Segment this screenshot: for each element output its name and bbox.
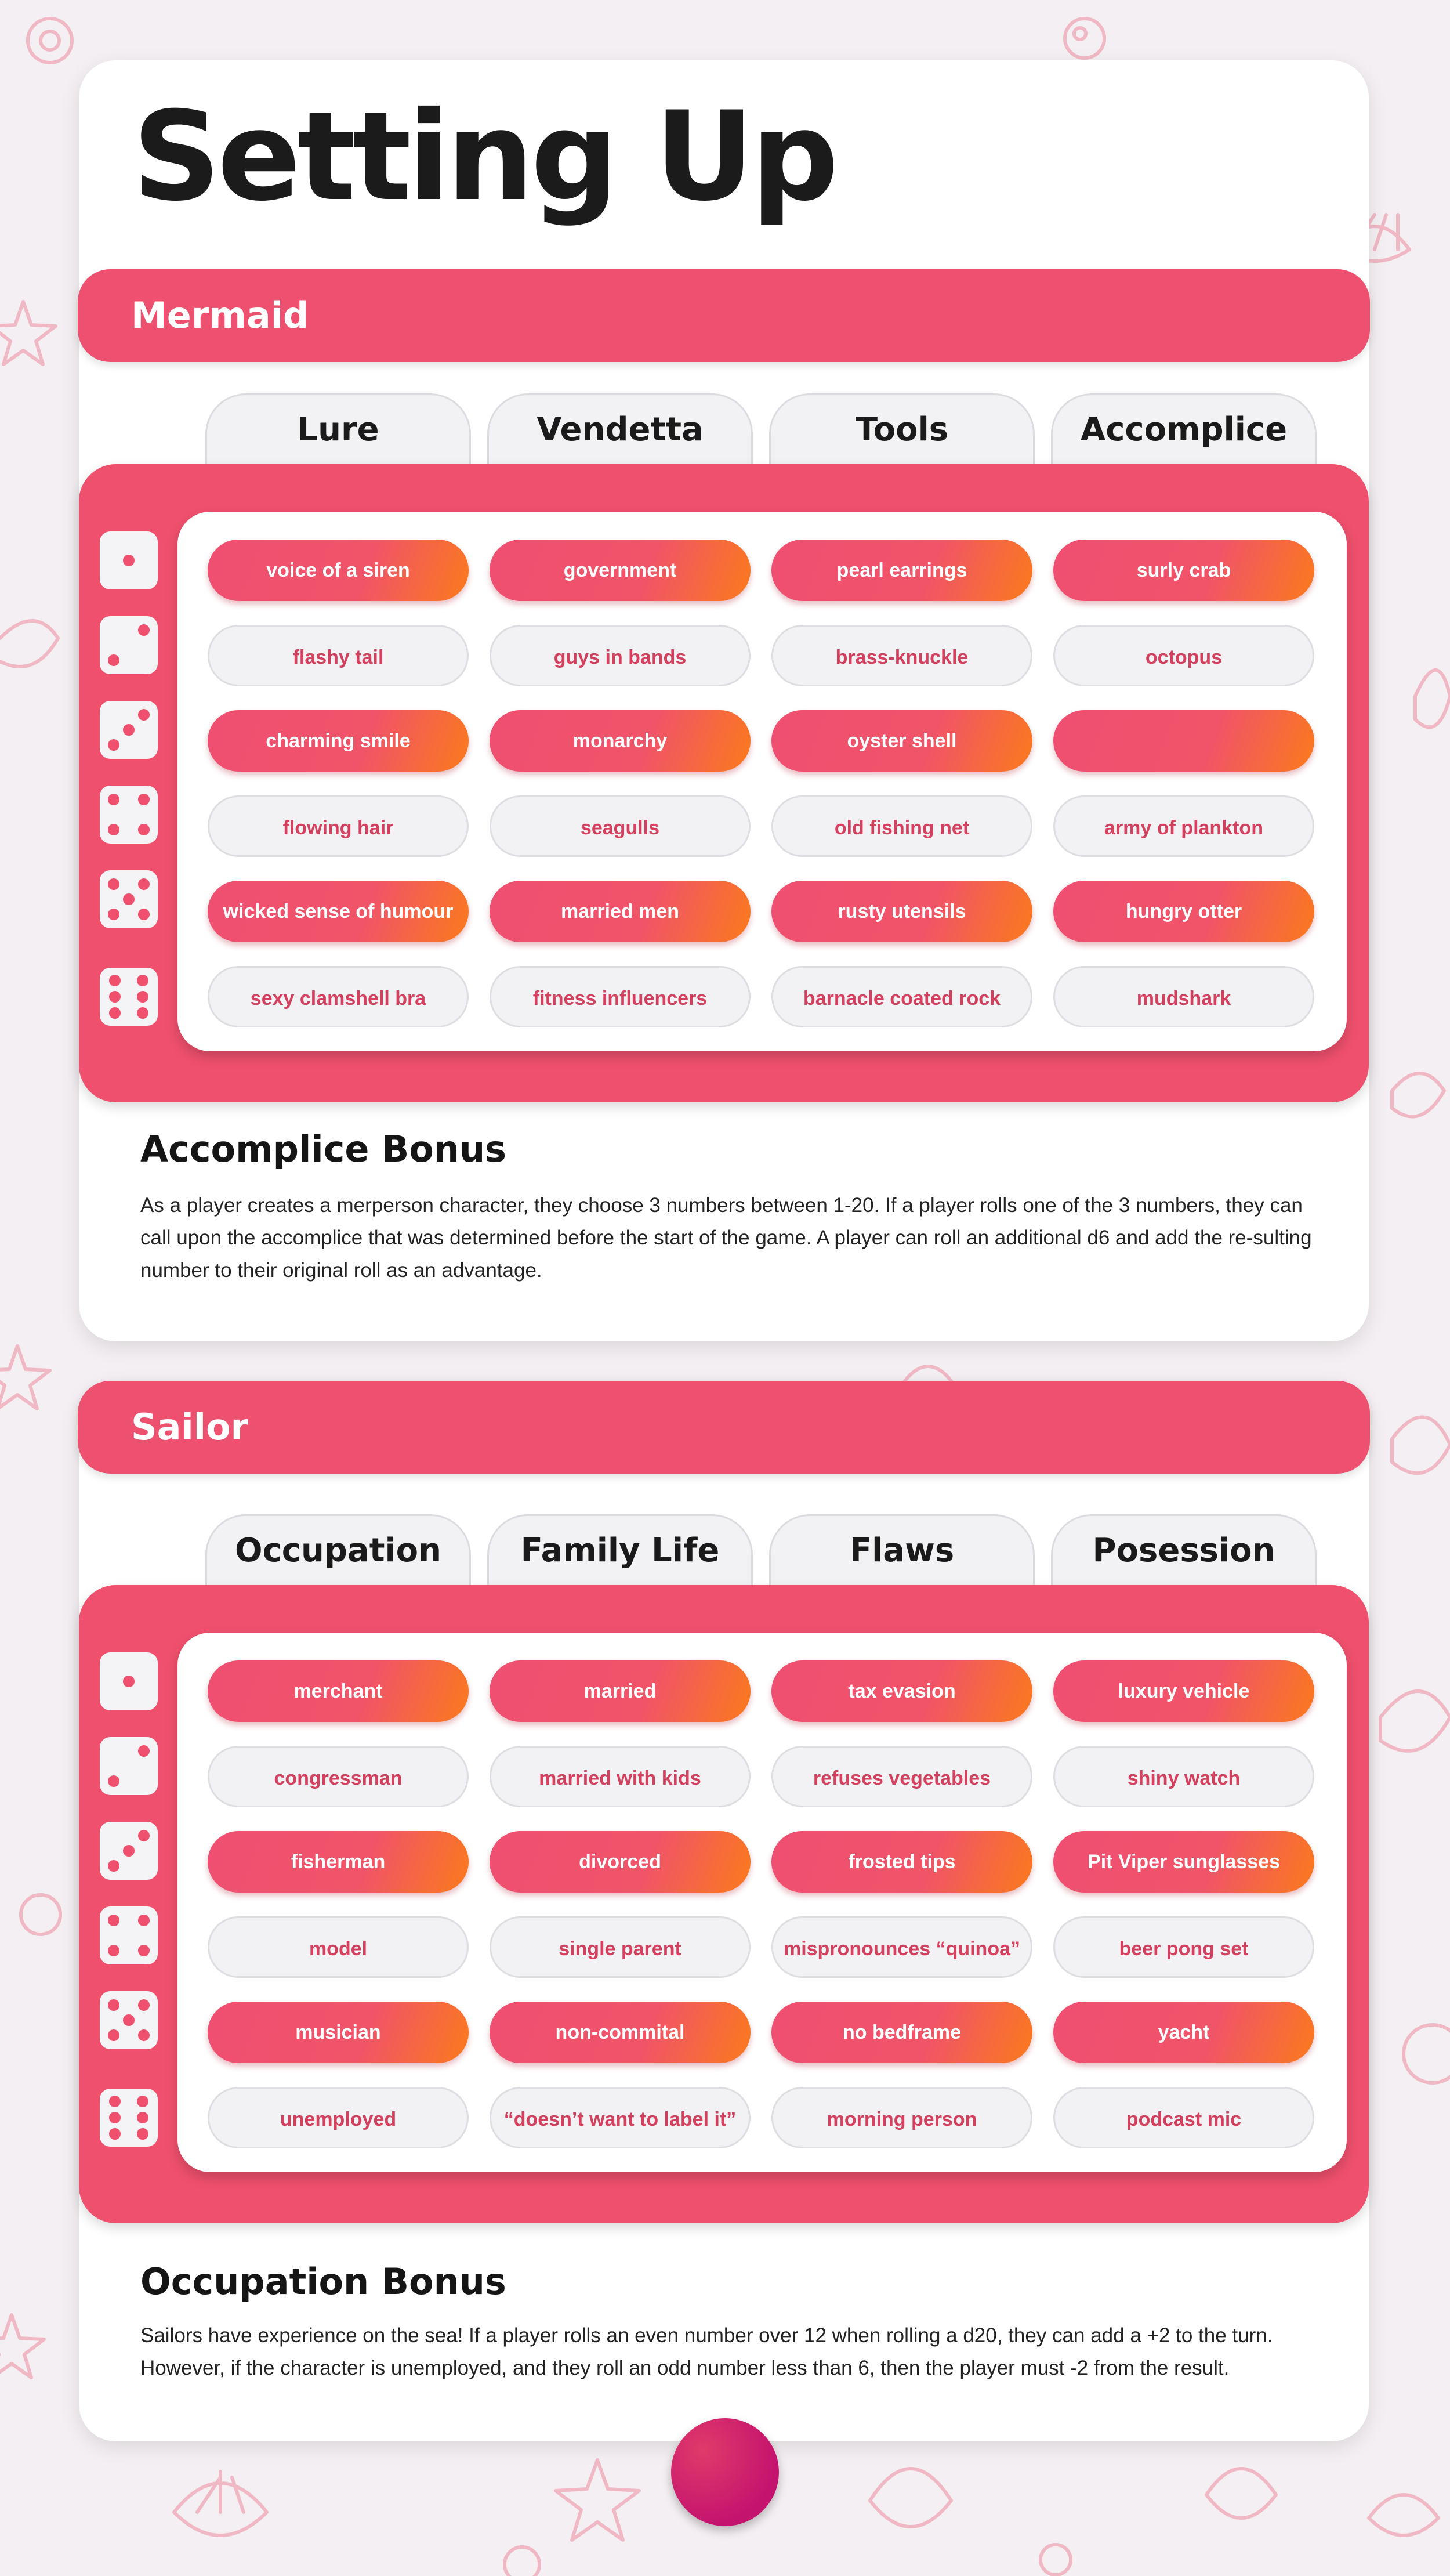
table-cell: married men	[490, 881, 751, 942]
table-cell: wicked sense of humour	[208, 881, 469, 942]
table-cell: divorced	[490, 1831, 751, 1893]
table-row	[208, 625, 1333, 686]
mermaid-roll-table	[177, 512, 1347, 1051]
table-cell: congressman	[208, 1746, 469, 1807]
die-3-icon	[99, 700, 159, 760]
column-header-occupation: Occupation	[205, 1514, 471, 1595]
table-cell: podcast mic	[1053, 2087, 1314, 2148]
sailor-roll-table	[177, 1633, 1347, 2172]
die-4-icon	[99, 1905, 159, 1966]
table-cell: barnacle coated rock	[771, 966, 1032, 1027]
table-cell: fisherman	[208, 1831, 469, 1893]
column-header-posession: Posession	[1051, 1514, 1317, 1595]
table-row	[208, 881, 1333, 942]
occupation-bonus-text: Sailors have experience on the sea! If a player rolls an even number over 12 when rolling a d20, they can add a +2 to the turn. However, if the character is unemployed, and they roll an odd number less than 6, then the player must -2 from the result.	[140, 2324, 1273, 2379]
table-cell: octopus	[1053, 625, 1314, 686]
column-header-family-life: Family Life	[487, 1514, 753, 1595]
mermaid-table-panel	[79, 464, 1369, 1102]
table-cell: hungry otter	[1053, 881, 1314, 942]
page-title: Setting Up	[132, 85, 836, 228]
table-cell: musician	[208, 2002, 469, 2063]
accomplice-bonus-title: Accomplice Bonus	[140, 1128, 506, 1170]
die-2-icon	[99, 615, 159, 675]
column-header-lure: Lure	[205, 393, 471, 475]
table-row	[208, 2087, 1333, 2148]
table-cell: monarchy	[490, 710, 751, 772]
die-3-icon	[99, 1821, 159, 1881]
die-6-icon	[99, 967, 159, 1027]
table-cell: luxury vehicle	[1053, 1660, 1314, 1722]
table-cell: “doesn’t want to label it”	[490, 2087, 751, 2148]
die-4-icon	[99, 784, 159, 845]
table-cell: Pit Viper sunglasses	[1053, 1831, 1314, 1893]
table-cell: sexy clamshell bra	[208, 966, 469, 1027]
column-header-accomplice: Accomplice	[1051, 393, 1317, 475]
table-row	[208, 2002, 1333, 2063]
table-cell: unemployed	[208, 2087, 469, 2148]
sailor-banner	[78, 1381, 1370, 1474]
table-row	[208, 710, 1333, 772]
table-row	[208, 795, 1333, 857]
table-cell: mispronounces “quinoa”	[771, 1916, 1032, 1978]
column-header-flaws: Flaws	[769, 1514, 1035, 1595]
die-2-icon	[99, 1736, 159, 1796]
table-cell: beer pong set	[1053, 1916, 1314, 1978]
sailor-table-panel	[79, 1585, 1369, 2223]
table-cell: guys in bands	[490, 625, 751, 686]
table-cell: seagulls	[490, 795, 751, 857]
table-cell: fitness influencers	[490, 966, 751, 1027]
table-row	[208, 966, 1333, 1027]
table-row	[208, 1660, 1333, 1722]
table-cell: no bedframe	[771, 2002, 1032, 2063]
die-5-icon	[99, 869, 159, 929]
column-header-vendetta: Vendetta	[487, 393, 753, 475]
die-1-icon	[99, 530, 159, 591]
table-cell: married with kids	[490, 1746, 751, 1807]
table-row	[208, 1746, 1333, 1807]
die-6-icon	[99, 2087, 159, 2148]
table-row	[208, 1916, 1333, 1978]
next-page-button[interactable]	[671, 2418, 779, 2526]
table-cell: tax evasion	[771, 1660, 1032, 1722]
table-cell: flowing hair	[208, 795, 469, 857]
table-cell: morning person	[771, 2087, 1032, 2148]
die-column	[99, 530, 159, 1062]
table-cell: surly crab	[1053, 540, 1314, 601]
table-cell: frosted tips	[771, 1831, 1032, 1893]
table-cell: rusty utensils	[771, 881, 1032, 942]
table-cell: yacht	[1053, 2002, 1314, 2063]
table-cell: voice of a siren	[208, 540, 469, 601]
table-cell: pearl earrings	[771, 540, 1032, 601]
sailor-column-tabs	[205, 1514, 1319, 1595]
table-cell: brass-knuckle	[771, 625, 1032, 686]
column-header-tools: Tools	[769, 393, 1035, 475]
table-cell: shiny watch	[1053, 1746, 1314, 1807]
table-cell: old fishing net	[771, 795, 1032, 857]
table-cell: single parent	[490, 1916, 751, 1978]
table-cell: flashy tail	[208, 625, 469, 686]
table-cell: non-commital	[490, 2002, 751, 2063]
die-column	[99, 1651, 159, 2183]
accomplice-bonus-text: As a player creates a merperson character, they choose 3 numbers between 1-20. If a player rolls one of the 3 numbers, they can call upon the accomplice that was determined before the start of the game. A player can roll an additional d6 and add the re-sulting number to their original roll as an advantage.	[140, 1194, 1312, 1282]
table-row	[208, 540, 1333, 601]
table-cell: mudshark	[1053, 966, 1314, 1027]
table-cell	[1053, 710, 1314, 772]
table-cell: charming smile	[208, 710, 469, 772]
mermaid-card	[79, 60, 1369, 1341]
mermaid-column-tabs	[205, 393, 1319, 475]
table-cell: government	[490, 540, 751, 601]
table-cell: married	[490, 1660, 751, 1722]
table-row	[208, 1831, 1333, 1893]
mermaid-banner	[78, 269, 1370, 362]
die-1-icon	[99, 1651, 159, 1712]
table-cell: model	[208, 1916, 469, 1978]
table-cell: oyster shell	[771, 710, 1032, 772]
die-5-icon	[99, 1990, 159, 2050]
sailor-card	[79, 1381, 1369, 2441]
table-cell: army of plankton	[1053, 795, 1314, 857]
table-cell: merchant	[208, 1660, 469, 1722]
occupation-bonus-title: Occupation Bonus	[140, 2260, 506, 2303]
sailor-heading: Sailor	[131, 1406, 249, 1448]
mermaid-heading: Mermaid	[131, 294, 309, 337]
table-cell: refuses vegetables	[771, 1746, 1032, 1807]
